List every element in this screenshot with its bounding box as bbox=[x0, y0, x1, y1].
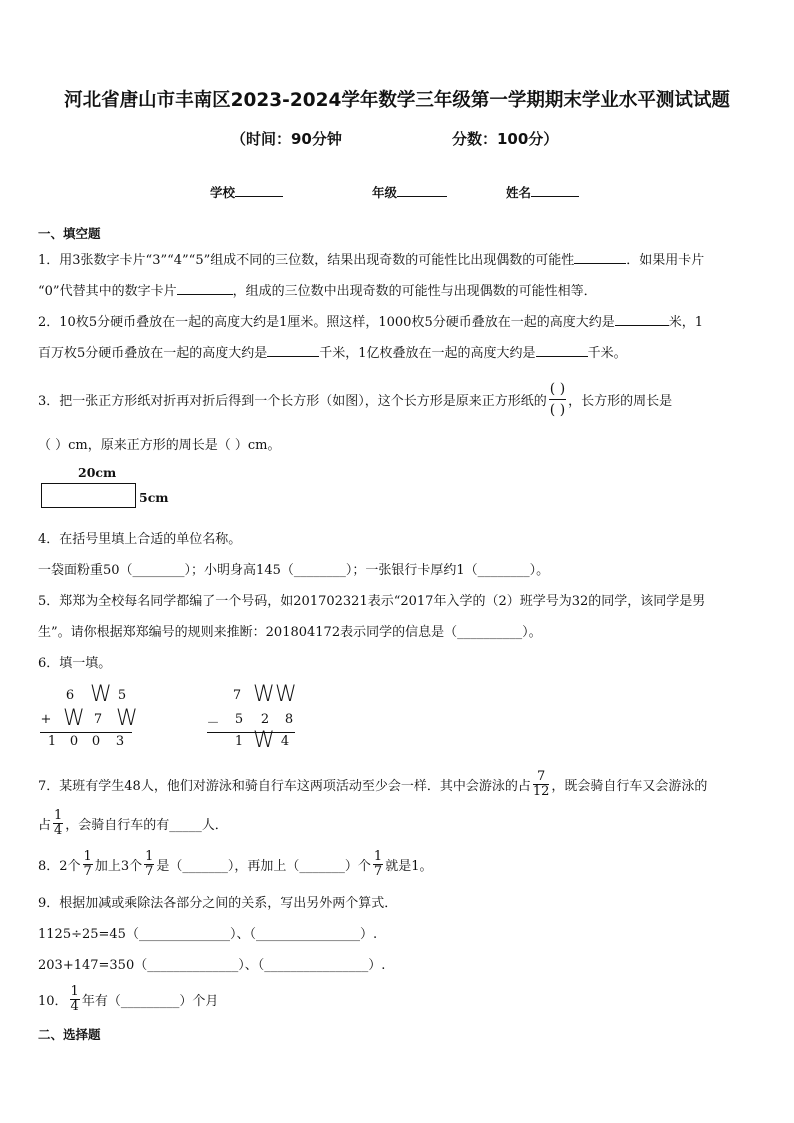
grade-field bbox=[372, 182, 447, 201]
name-field bbox=[506, 182, 579, 201]
q10-text-b: 年有（_________）个月 bbox=[81, 994, 219, 1009]
q7-text-b: ，既会骑自行车又会游泳的 bbox=[551, 779, 708, 794]
name-label: 姓名 bbox=[506, 185, 532, 200]
question-8-line bbox=[38, 849, 433, 881]
q3-frac-numerator: ( ) bbox=[549, 379, 566, 400]
section-multiple-choice: 二、选择题 bbox=[38, 1027, 101, 1042]
q2-text-a: 2．10枚5分硬币叠放在一起的高度大约是1厘米。照这样，1000枚5分硬币叠放在一起的高度大约是 bbox=[38, 315, 615, 330]
q8-text-c: 是（_______），再加上（_______）个 bbox=[156, 859, 371, 874]
school-label: 学校 bbox=[210, 185, 236, 200]
q10-frac-numerator: 1 bbox=[70, 984, 79, 999]
section-fill-blank: 一、填空题 bbox=[38, 226, 101, 241]
difference-rule bbox=[207, 732, 295, 733]
add-unknown-glyph: W bbox=[116, 706, 136, 731]
question-9-line-3: 203+147=350（______________）、（________________）. bbox=[38, 958, 386, 973]
q1-text-b: ．如果用卡片 bbox=[626, 253, 705, 268]
q2-text-b: 米，1 bbox=[668, 315, 703, 330]
exam-score: 分数：100分） bbox=[452, 130, 559, 148]
q8-text-d: 就是1。 bbox=[385, 859, 433, 874]
q1-blank-2[interactable] bbox=[177, 280, 233, 295]
sum-rule bbox=[40, 732, 132, 733]
q2-text-d: 千米，1亿枚叠放在一起的高度大约是 bbox=[319, 346, 536, 361]
q8-frac3-denominator: 7 bbox=[373, 864, 383, 879]
q7-frac2-denominator: 4 bbox=[54, 823, 63, 838]
sub-unknown-glyph: W bbox=[275, 682, 295, 707]
question-9-line-2: 1125÷25=45（______________）、（________________）. bbox=[38, 927, 378, 942]
sub-digit: 2 bbox=[260, 712, 270, 727]
question-6-line-1: 6．填一填。 bbox=[38, 656, 112, 671]
q7-frac2-numerator: 1 bbox=[54, 808, 63, 823]
sub-digit: 8 bbox=[284, 712, 294, 727]
q7-text-a: 7．某班有学生48人，他们对游泳和骑自行车这两项活动至少会一样．其中会游泳的占 bbox=[38, 779, 531, 794]
sub-unknown-glyph: W bbox=[253, 682, 273, 707]
q7-text-d: ，会骑自行车的有_____人． bbox=[65, 818, 228, 833]
school-field bbox=[210, 182, 283, 201]
q8-frac1-numerator: 1 bbox=[83, 849, 92, 864]
question-10-line bbox=[38, 984, 219, 1016]
question-3-line-1 bbox=[38, 381, 672, 422]
sub-digit: 7 bbox=[232, 688, 242, 703]
question-5-line-2: 生”。请你根据郑郑编号的规则来推断：201804172表示同学的信息是（__________）。 bbox=[38, 625, 542, 640]
q8-fraction-2 bbox=[144, 850, 154, 879]
q8-frac2-numerator: 1 bbox=[145, 849, 154, 864]
add-result-digit: 3 bbox=[115, 734, 125, 749]
q7-fraction-7-12 bbox=[533, 770, 550, 799]
q3-text-a: 3．把一张正方形纸对折再对折后得到一个长方形（如图），这个长方形是原来正方形纸的 bbox=[38, 394, 547, 409]
q7-frac1-numerator: 7 bbox=[533, 770, 550, 785]
vertical-subtraction bbox=[205, 684, 315, 754]
add-result-digit: 0 bbox=[91, 734, 101, 749]
q1-text-a: 1．用3张数字卡片“3”“4”“5”组成不同的三位数，结果出现奇数的可能性比出现偶数的可能性 bbox=[38, 253, 575, 268]
grade-blank[interactable] bbox=[397, 182, 447, 197]
sub-digit: 5 bbox=[234, 712, 244, 727]
name-blank[interactable] bbox=[531, 182, 579, 197]
q10-frac-denominator: 4 bbox=[70, 999, 79, 1014]
add-digit: 5 bbox=[117, 688, 127, 703]
question-4-line-1: 4．在括号里填上合适的单位名称。 bbox=[38, 532, 242, 547]
question-7-line-1 bbox=[38, 769, 708, 801]
q8-frac2-denominator: 7 bbox=[145, 864, 154, 879]
q2-text-c: 百万枚5分硬币叠放在一起的高度大约是 bbox=[38, 346, 268, 361]
sub-result-digit: 4 bbox=[280, 734, 290, 749]
q8-text-b: 加上3个 bbox=[94, 859, 143, 874]
add-result-digit: 1 bbox=[47, 734, 57, 749]
add-digit: 6 bbox=[65, 688, 75, 703]
question-1-line-1 bbox=[38, 249, 704, 270]
q7-frac1-denominator: 12 bbox=[532, 784, 550, 799]
question-1-line-2 bbox=[38, 280, 597, 301]
page-title: 河北省唐山市丰南区2023-2024学年数学三年级第一学期期末学业水平测试试题 bbox=[64, 90, 730, 111]
sub-unknown-glyph: W bbox=[253, 728, 273, 753]
vertical-addition bbox=[38, 684, 148, 754]
grade-label: 年级 bbox=[372, 185, 398, 200]
q8-text-a: 8．2个 bbox=[38, 859, 81, 874]
question-5-line-1: 5．郑郑为全校每名同学都编了一个号码，如201702321表示“2017年入学的（2）班学号为32的同学，该同学是男 bbox=[38, 594, 706, 609]
question-4-line-2: 一袋面粉重50（________）；小明身高145（________）；一张银行卡厚约1（________）。 bbox=[38, 563, 550, 578]
q8-frac1-denominator: 7 bbox=[83, 864, 92, 879]
q8-fraction-1 bbox=[83, 850, 93, 879]
sub-result-digit: 1 bbox=[234, 734, 244, 749]
q1-text-d: ，组成的三位数中出现奇数的可能性与出现偶数的可能性相等． bbox=[232, 284, 597, 299]
add-result-digit: 0 bbox=[69, 734, 79, 749]
q10-text-a: 10． bbox=[38, 994, 68, 1009]
rectangle-figure bbox=[41, 483, 136, 508]
question-3-line-2: （ ）cm，原来正方形的周长是（ ）cm。 bbox=[38, 438, 281, 453]
add-unknown-glyph: W bbox=[90, 682, 110, 707]
q2-text-e: 千米。 bbox=[587, 346, 627, 361]
q2-blank-2[interactable] bbox=[267, 342, 319, 357]
question-9-line-1: 9．根据加减或乘除法各部分之间的关系，写出另外两个算式． bbox=[38, 896, 398, 911]
q3-fraction-blank[interactable] bbox=[549, 379, 566, 420]
school-blank[interactable] bbox=[235, 182, 283, 197]
q7-fraction-1-4 bbox=[53, 809, 63, 838]
q7-text-c: 占 bbox=[38, 818, 52, 833]
q8-fraction-3 bbox=[373, 850, 383, 879]
question-2-line-1 bbox=[38, 311, 703, 332]
rect-side-label: 5cm bbox=[139, 490, 169, 505]
question-7-line-2 bbox=[38, 808, 228, 840]
q10-fraction bbox=[70, 985, 80, 1014]
q2-blank-3[interactable] bbox=[536, 342, 588, 357]
q1-blank-1[interactable] bbox=[574, 249, 626, 264]
plus-sign: + bbox=[40, 712, 52, 727]
add-unknown-glyph: W bbox=[63, 706, 83, 731]
question-2-line-2 bbox=[38, 342, 627, 363]
q1-text-c: “0”代替其中的数字卡片 bbox=[38, 284, 177, 299]
q3-text-b: ，长方形的周长是 bbox=[568, 394, 673, 409]
q2-blank-1[interactable] bbox=[615, 311, 669, 326]
q8-frac3-numerator: 1 bbox=[373, 849, 383, 864]
q3-frac-denominator: ( ) bbox=[549, 402, 566, 418]
exam-time: （时间：90分钟 bbox=[231, 130, 342, 148]
minus-sign: － bbox=[206, 716, 220, 731]
rect-top-label: 20cm bbox=[78, 465, 117, 480]
add-digit: 7 bbox=[93, 712, 103, 727]
